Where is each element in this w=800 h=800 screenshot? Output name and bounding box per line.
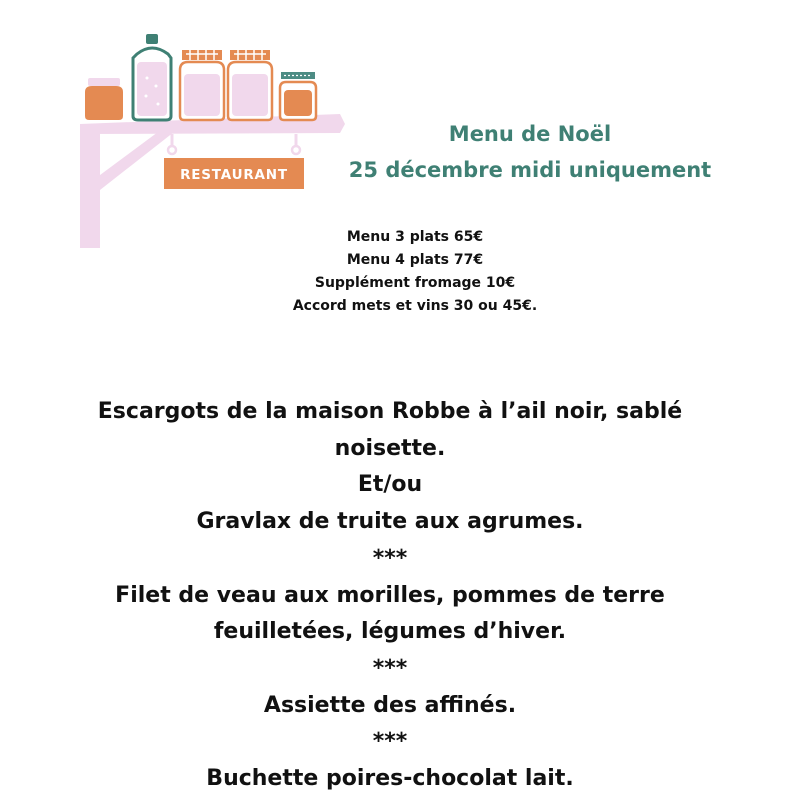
menu-courses bbox=[40, 394, 740, 798]
restaurant-sign-text: RESTAURANT bbox=[180, 167, 288, 183]
menu-line: Assiette des affinés. bbox=[263, 692, 517, 718]
menu-line: noisette. bbox=[334, 435, 446, 461]
menu-line: Escargots de la maison Robbe à l’ail noir, sablé bbox=[97, 399, 683, 424]
shelf-bracket bbox=[96, 132, 174, 190]
jar-orange-icon bbox=[85, 78, 123, 120]
price-line: Menu 4 plats 77€ bbox=[346, 252, 484, 268]
price-line: Supplément fromage 10€ bbox=[314, 275, 516, 291]
menu-date: 25 décembre midi uniquement bbox=[348, 158, 712, 182]
menu-line: feuilletées, légumes d’hiver. bbox=[213, 619, 567, 645]
menu-separator: *** bbox=[372, 655, 408, 681]
jar-tall-icon bbox=[133, 34, 171, 120]
restaurant-sign bbox=[164, 134, 304, 189]
price-line: Menu 3 plats 65€ bbox=[346, 229, 484, 245]
menu-line: Gravlax de truite aux agrumes. bbox=[196, 509, 584, 535]
menu-line: Filet de veau aux morilles, pommes de terre bbox=[115, 582, 665, 608]
jar-small-icon bbox=[280, 72, 316, 120]
jar-pink-1-icon bbox=[180, 50, 224, 120]
jar-pink-2-icon bbox=[228, 50, 272, 120]
price-line: Accord mets et vins 30 ou 45€. bbox=[292, 298, 538, 314]
menu-line: Et/ou bbox=[357, 472, 423, 498]
menu-separator: *** bbox=[372, 729, 408, 755]
menu-title: Menu de Noël bbox=[448, 122, 612, 146]
menu-line: Buchette poires-chocolat lait. bbox=[206, 766, 574, 792]
menu-separator: *** bbox=[372, 545, 408, 571]
shelf-post bbox=[80, 128, 100, 248]
price-list bbox=[215, 226, 615, 318]
